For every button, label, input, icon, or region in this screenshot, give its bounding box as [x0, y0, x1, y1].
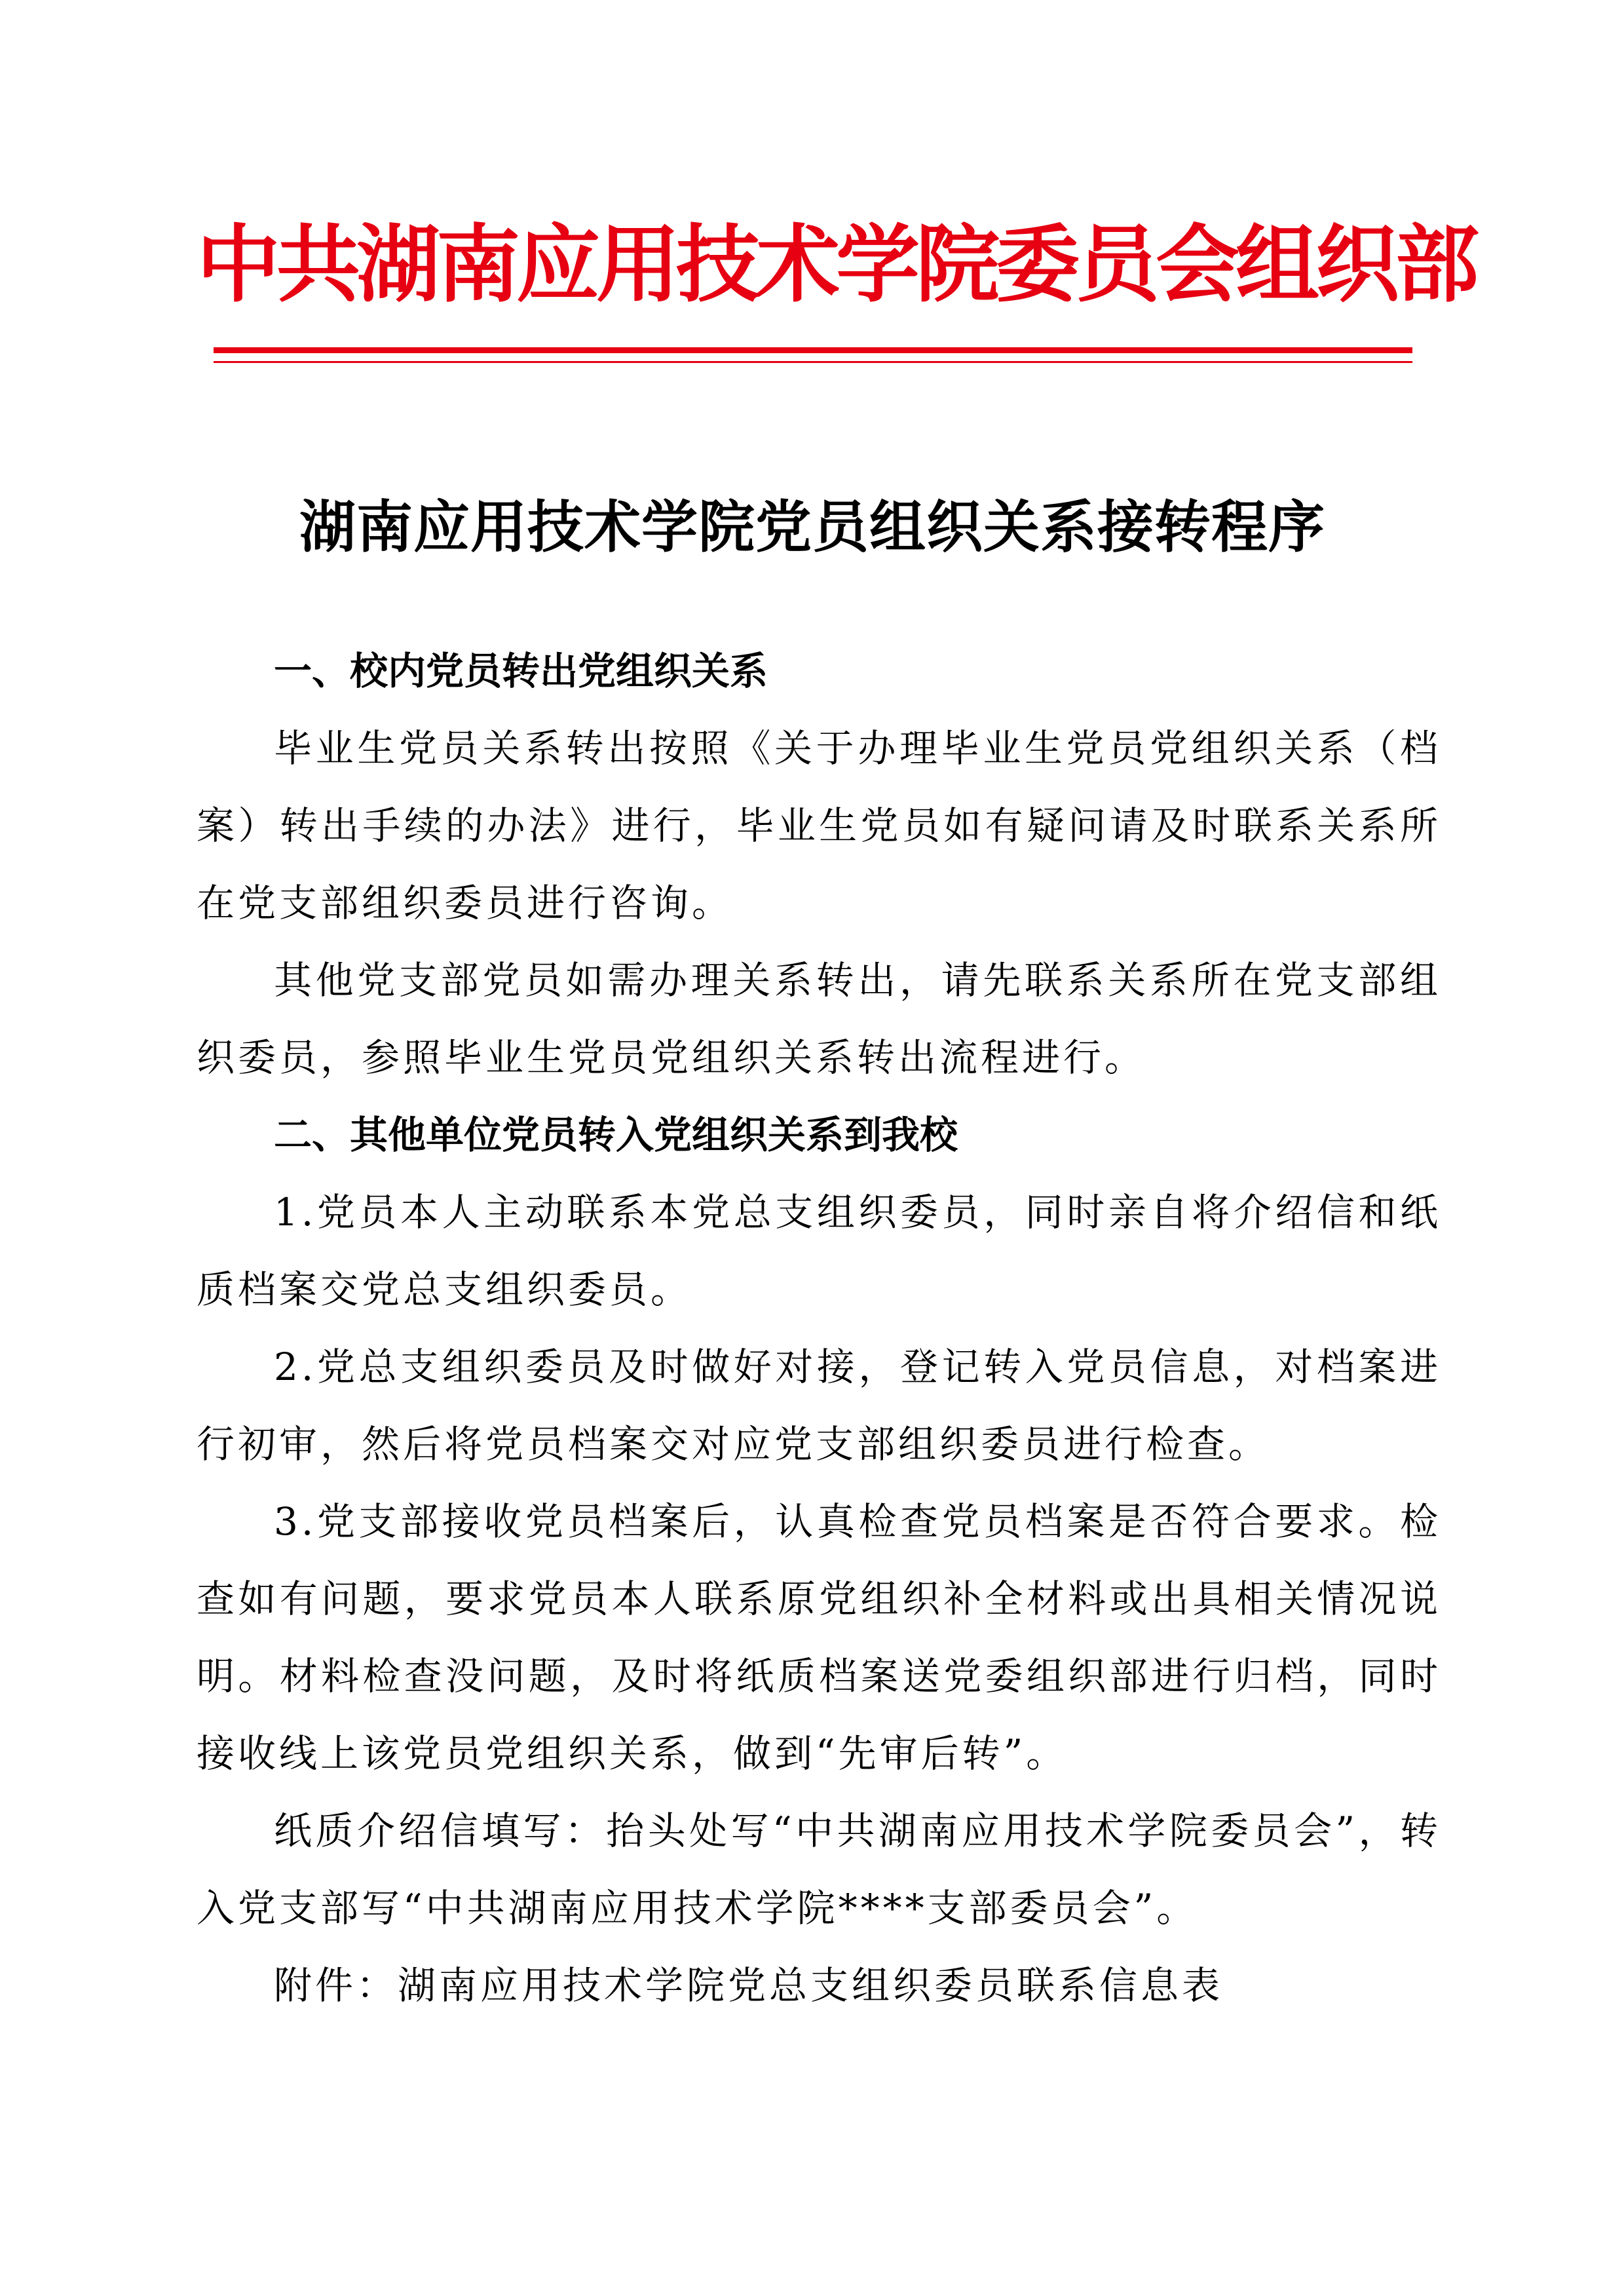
section-2-step-2: 2.党总支组织委员及时做好对接，登记转入党员信息，对档案进行初审，然后将党员档案交对应党支部组织委员进行检查。 — [197, 1345, 1441, 1466]
document-body — [197, 632, 1441, 2024]
section-1-heading: 一、校内党员转出党组织关系 — [274, 649, 768, 693]
section-2-step-3: 3.党支部接收党员档案后，认真检查党员档案是否符合要求。检查如有问题，要求党员本人联系原党组织补全材料或出具相关情况说明。材料检查没问题，及时将纸质档案送党委组织部进行归档，同时接收线上该党员党组织关系，做到“先审后转”。 — [197, 1499, 1441, 1776]
attachment-note: 附件：湖南应用技术学院党总支组织委员联系信息表 — [274, 1963, 1224, 2008]
section-1-paragraph-2: 其他党支部党员如需办理关系转出，请先联系关系所在党支部组织委员，参照毕业生党员党组织关系转出流程进行。 — [197, 958, 1441, 1080]
section-2-letter-instructions: 纸质介绍信填写：抬头处写“中共湖南应用技术学院委员会”，转入党支部写“中共湖南应用技术学院****支部委员会”。 — [197, 1808, 1441, 1930]
letterhead-rule-thin — [214, 361, 1412, 363]
letterhead-rule-thick — [214, 347, 1412, 353]
letterhead-title: 中共湖南应用技术学院委员会组织部 — [197, 216, 1476, 314]
section-1-paragraph-1: 毕业生党员关系转出按照《关于办理毕业生党员党组织关系（档案）转出手续的办法》进行，毕业生党员如有疑问请及时联系关系所在党支部组织委员进行咨询。 — [197, 726, 1441, 925]
document-title: 湖南应用技术学院党员组织关系接转程序 — [299, 494, 1325, 560]
section-2-step-1: 1.党员本人主动联系本党总支组织委员，同时亲自将介绍信和纸质档案交党总支组织委员。 — [197, 1190, 1441, 1312]
section-2-heading: 二、其他单位党员转入党组织关系到我校 — [274, 1113, 958, 1157]
